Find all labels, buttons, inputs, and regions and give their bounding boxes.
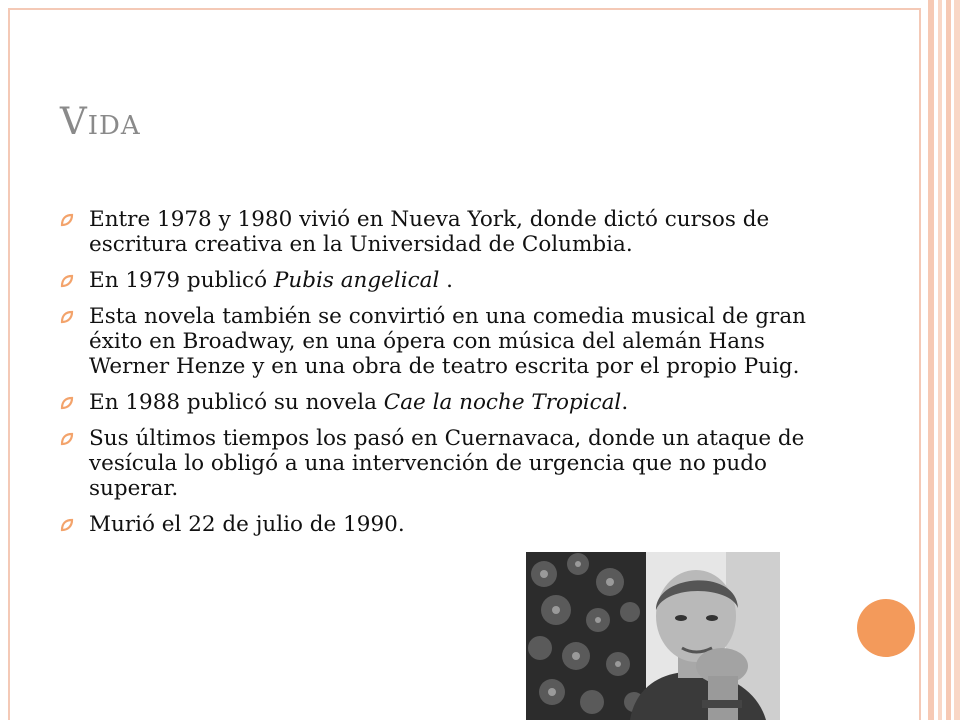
bullet-item <box>60 268 830 293</box>
bullet-icon <box>60 310 74 324</box>
bullet-item <box>60 426 830 501</box>
bullet-text: En 1988 publicó su novela <box>89 390 384 415</box>
slide-title-rest: IDA <box>87 111 141 141</box>
bullet-icon <box>60 432 74 446</box>
slide-title-initial: V <box>60 100 88 143</box>
bullet-icon <box>60 518 74 532</box>
bullet-item <box>60 304 830 379</box>
bullet-text: En 1979 publicó <box>89 268 274 293</box>
book-title: Pubis angelical <box>273 268 440 293</box>
author-photo-image <box>526 552 780 720</box>
bullet-icon <box>60 274 74 288</box>
decorative-circle <box>857 599 915 657</box>
decorative-stripe <box>938 0 942 720</box>
bullet-item <box>60 207 830 257</box>
bullet-text: . <box>621 390 629 415</box>
bullet-text: Esta novela también se convirtió en una comedia musical de gran éxito en Broadway, en una ópera con música del alemán Hans Werner Henze y en una obra de teatro escrita por el propio Puig. <box>89 304 806 379</box>
bullet-text: Murió el 22 de julio de 1990. <box>89 512 405 537</box>
bullet-list <box>60 207 830 548</box>
book-title: Cae la noche Tropical <box>383 390 622 415</box>
decorative-stripe <box>954 0 960 720</box>
bullet-text: Sus últimos tiempos los pasó en Cuernavaca, donde un ataque de vesícula lo obligó a una intervención de urgencia que no pudo superar. <box>89 426 805 501</box>
bullet-item <box>60 512 830 537</box>
bullet-text: . <box>439 268 454 293</box>
decorative-stripe <box>946 0 951 720</box>
bullet-item <box>60 390 830 415</box>
author-photo <box>526 552 780 720</box>
decorative-stripe <box>928 0 934 720</box>
bullet-icon <box>60 396 74 410</box>
bullet-icon <box>60 213 74 227</box>
bullet-text: Entre 1978 y 1980 vivió en Nueva York, donde dictó cursos de escritura creativa en la Universidad de Columbia. <box>89 207 770 257</box>
slide-title <box>60 100 141 143</box>
